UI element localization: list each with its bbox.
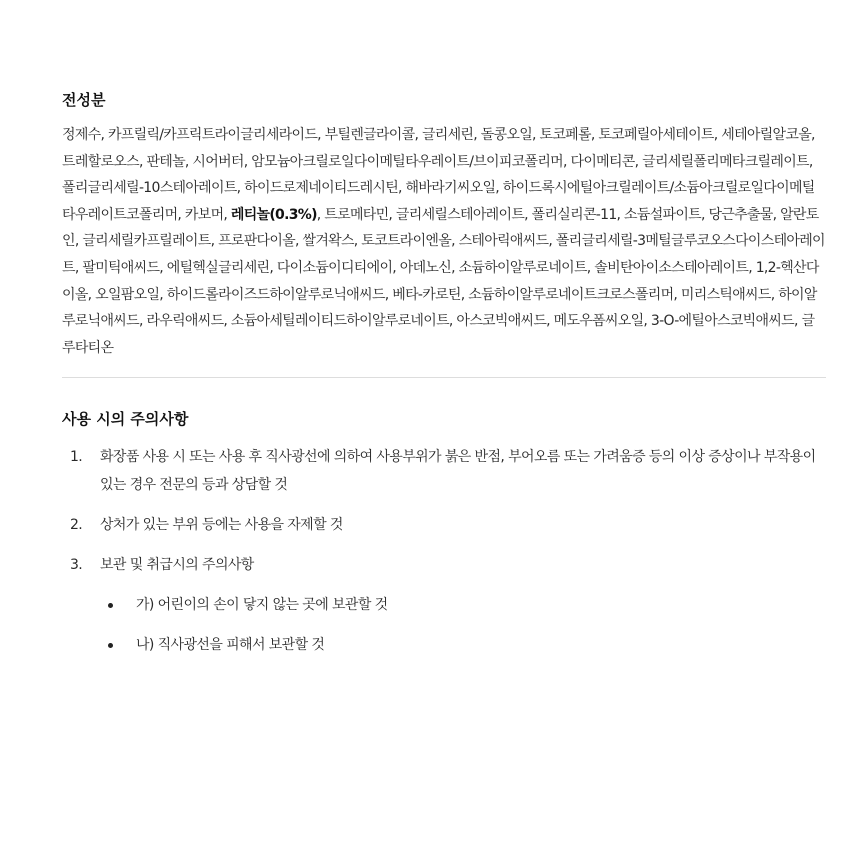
bullet-icon	[108, 643, 113, 648]
ingredients-text-part-2: , 트로메타민, 글리세릴스테아레이트, 폴리실리콘-11, 소듐설파이트, 당근추출물, 알란토인, 글리세릴카프릴레이트, 프로판다이올, 쌀겨왁스, 토코트라이엔올, 스테아릭애씨드, 폴리글리세릴-3메틸글루코오스다이스테아레이트, 팔미틱애씨드, 에틸헥실글리세린, 다이소듐이디티에이, 아데노신, 소듐하이알루로네이트, 솔비탄아이소스테아레이트, 1,2-헥산다이올, 오일팜오일, 하이드롤라이즈드하이알루로닉애씨드, 베타-카로틴, 소듐하이알루로네이트크로스폴리머, 미리스틱애씨드, 하이알루로닉애씨드, 라우릭애씨드, 소듐아세틸레이티드하이알루로네이트, 아스코빅애씨드, 메도우폼씨오일, 3-O-에틸아스코빅애씨드, 글루타티온	[62, 206, 825, 356]
storage-subitem-1	[100, 591, 826, 619]
precautions-section	[62, 409, 826, 659]
ingredients-text-part-1: 정제수, 카프릴릭/카프릭트라이글리세라이드, 부틸렌글라이콜, 글리세린, 돌콩오일, 토코페롤, 토코페릴아세테이트, 세테아릴알코올, 트레할로오스, 판테놀, 시어버터, 암모늄아크릴로일다이메틸타우레이트/브이피코폴리머, 다이메티콘, 글리세릴폴리메타크릴레이트, 폴리글리세릴-10스테아레이트, 하이드로제네이티드레시틴, 해바라기씨오일, 하이드록시에틸아크릴레이트/소듐아크릴로일다이메틸타우레이트코폴리머, 카보머,	[62, 127, 815, 223]
precaution-number: 2.	[70, 517, 83, 534]
ingredients-section	[62, 90, 826, 361]
precaution-number: 3.	[70, 557, 83, 574]
section-divider	[62, 377, 826, 378]
ingredients-list	[62, 122, 826, 361]
retinol-highlight: 레티놀(0.3%)	[230, 206, 317, 223]
storage-subitem-text: 가) 어린이의 손이 닿지 않는 곳에 보관할 것	[136, 597, 388, 614]
storage-subitem-text: 나) 직사광선을 피해서 보관할 것	[136, 637, 325, 654]
precaution-text: 보관 및 취급시의 주의사항	[100, 557, 254, 574]
precaution-item-1	[62, 443, 826, 499]
precaution-item-2	[62, 511, 826, 539]
ingredients-heading: 전성분	[62, 91, 106, 109]
precaution-text: 화장품 사용 시 또는 사용 후 직사광선에 의하여 사용부위가 붉은 반점, 부어오름 또는 가려움증 등의 이상 증상이나 부작용이 있는 경우 전문의 등과 상담할 것	[100, 449, 816, 494]
precautions-heading: 사용 시의 주의사항	[62, 410, 189, 429]
precaution-text: 상처가 있는 부위 등에는 사용을 자제할 것	[100, 517, 343, 534]
storage-sublist	[100, 591, 826, 659]
precautions-list	[62, 443, 826, 659]
bullet-icon	[108, 603, 113, 608]
storage-subitem-2	[100, 631, 826, 659]
precaution-item-3	[62, 551, 826, 659]
precaution-number: 1.	[70, 449, 83, 466]
